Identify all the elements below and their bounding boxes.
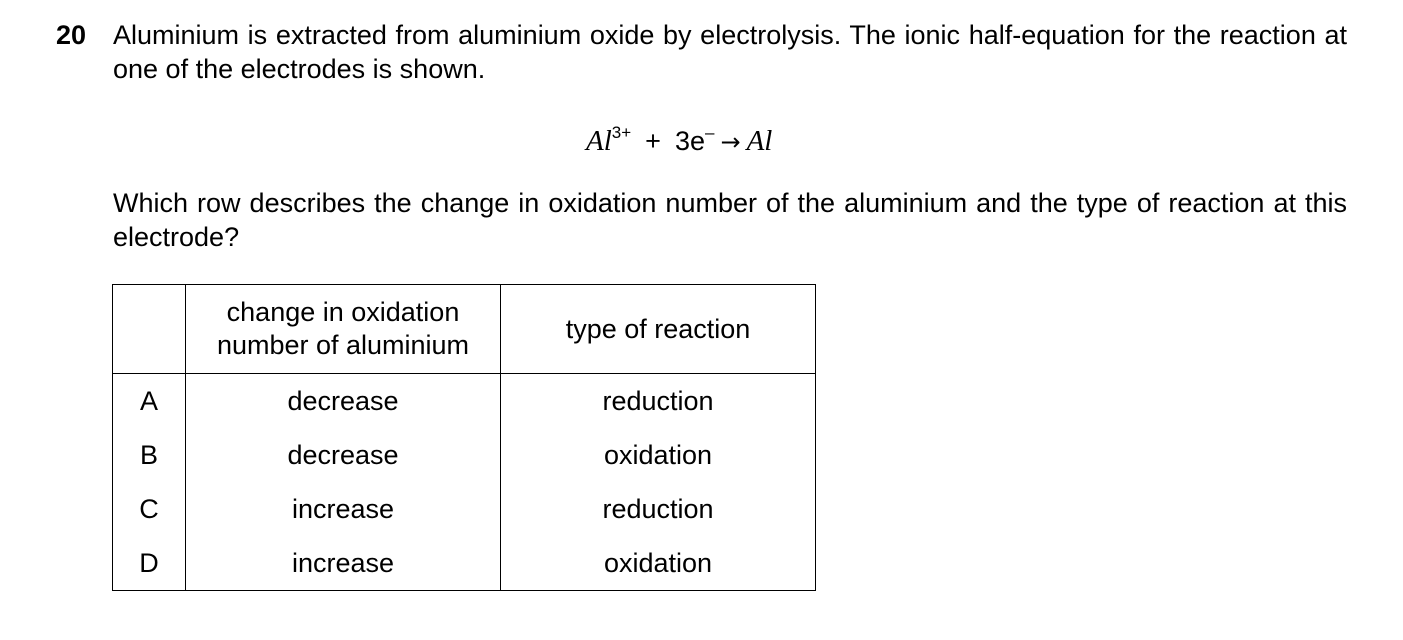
row-letter: D [113,536,186,591]
row-type: oxidation [501,428,816,482]
equation-reactant-charge: 3+ [611,123,632,142]
row-type: reduction [501,374,816,429]
row-type: oxidation [501,536,816,591]
row-type: reduction [501,482,816,536]
answer-table-header [113,285,816,374]
row-change: increase [186,482,501,536]
row-change: increase [186,536,501,591]
question-prompt: Which row describes the change in oxidation number of the aluminium and the type of reaction at this electrode? [113,188,1347,252]
equation-arrow: → [720,128,741,156]
header-type-of-reaction: type of reaction [501,285,816,374]
header-change-line1: change in oxidation [226,297,460,327]
row-change: decrease [186,428,501,482]
table-row [113,428,816,482]
half-equation [586,118,772,159]
table-row [113,374,816,429]
answer-table [112,284,816,591]
equation-reactant-aluminium: Al [586,125,612,157]
header-letter [113,285,186,374]
row-letter: A [113,374,186,429]
header-change-in-oxidation [186,285,501,374]
table-row [113,482,816,536]
question-number: 20 [56,20,87,50]
row-letter: C [113,482,186,536]
equation-plus: + [645,126,661,156]
row-letter: B [113,428,186,482]
row-change: decrease [186,374,501,429]
question-stem: Aluminium is extracted from aluminium oxide by electrolysis. The ionic half-equation for the reaction at one of the electrodes is shown. [113,20,1347,84]
equation-electrons: 3e [674,126,705,156]
equation-product-aluminium: Al [746,125,773,157]
header-change-line2: number of aluminium [216,330,470,360]
table-row [113,536,816,591]
equation-electron-charge: – [705,123,715,142]
